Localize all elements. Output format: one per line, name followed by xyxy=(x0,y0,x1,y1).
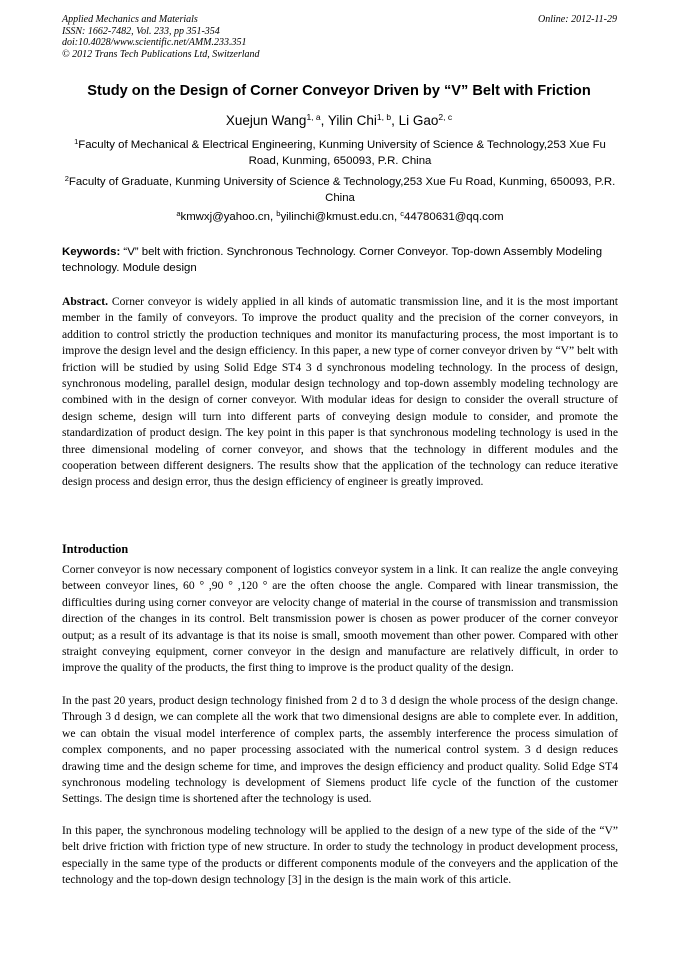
copyright-line: © 2012 Trans Tech Publications Ltd, Switzerland xyxy=(62,48,260,60)
email-separator: , xyxy=(269,211,277,223)
email-address[interactable]: yilinchi@kmust.edu.cn xyxy=(280,211,394,223)
keywords-section xyxy=(62,244,618,276)
email-line xyxy=(62,209,618,225)
author-separator: , xyxy=(320,113,328,128)
affiliation-superscript: 1 xyxy=(74,137,79,146)
abstract-paragraph xyxy=(62,294,618,491)
email-address[interactable]: kmwxj@yahoo.cn xyxy=(180,211,270,223)
author-superscript: 1, a xyxy=(306,112,321,122)
email-address[interactable]: 44780631@qq.com xyxy=(404,211,504,223)
online-date: Online: 2012-11-29 xyxy=(538,14,617,25)
introduction-heading: Introduction xyxy=(62,542,129,556)
author-superscript: 2, c xyxy=(438,112,453,122)
author-separator: , xyxy=(391,113,399,128)
affiliation-superscript: 2 xyxy=(64,174,69,183)
author-list xyxy=(40,112,638,130)
affiliation-2 xyxy=(62,174,618,206)
affiliation-1 xyxy=(62,137,618,169)
keywords-text: “V” belt with friction. Synchronous Technology. Corner Conveyor. Top-down Assembly Modeling technology. Module design xyxy=(62,246,603,274)
doi-line: doi:10.4028/www.scientific.net/AMM.233.351 xyxy=(62,37,247,48)
author-name: Li Gao xyxy=(398,113,439,128)
author-name: Xuejun Wang xyxy=(225,113,307,128)
journal-header xyxy=(62,14,617,60)
paper-title: Study on the Design of Corner Conveyor Driven by “V” Belt with Friction xyxy=(87,83,591,99)
email-superscript: a xyxy=(176,209,181,218)
introduction-paragraph-3: In this paper, the synchronous modeling technology will be applied to the design of a new type of the side of the “V” belt drive friction with friction type of new structure. In order to study the technology in product development process, especially in the same type of the products or different components module of the conveyers and the application of the technology and the top-down design technology [3] in the design is the main work of this article. xyxy=(62,824,618,887)
email-superscript: c xyxy=(400,209,405,218)
email-superscript: b xyxy=(276,209,281,218)
abstract-label: Abstract. xyxy=(62,295,109,308)
email-separator: , xyxy=(393,211,401,223)
introduction-paragraph-1: Corner conveyor is now necessary component of logistics conveyor system in a link. It can realize the angle conveying between conveyor lines, 60 ° ,90 ° ,120 ° are the often choose the angle. Compared with linear transmission, the difficulties during using corner conveyor are velocity change of material in the course of transmission and transmission direction of the changes in its control. Belt transmission power is chosen as power producer of the corner conveyor output; as a result of its advantage is that its noise is small, smooth movement than other power. Compared with other straight conveying equipment, corner conveyor in the design and manufacture are relatively difficult, in order to improve the quality of the products, the first thing to improve is the product quality of the design. xyxy=(62,563,618,675)
author-name: Yilin Chi xyxy=(327,113,377,128)
affiliation-text: Faculty of Mechanical & Electrical Engineering, Kunming University of Science & Technology,253 Xue Fu Road, Kunming, 650093, P.R. China xyxy=(78,139,606,167)
author-superscript: 1, b xyxy=(376,112,392,122)
abstract-text: Corner conveyor is widely applied in all kinds of automatic transmission line, and it is the most important member in the family of conveyors. To improve the product quality and the precision of the corner conveyors, in addition to control strictly the production techniques and monitor its manufacturing process, the most important is to improve the design level and the design efficiency. In this paper, a new type of corner conveyor driven by “V” belt with friction will be studied by using Solid Edge ST4 3 d synchronous modeling technology. In the process of design, synchronous modeling, parallel design, modular design technology and top-down assembly modeling technology are combined with in the design of corner conveyor. With modular ideas for design to consider the overall structure of design scheme, design will turn into different parts of conveying design module to consider, and promote the standardization of product design. The key point in this paper is that synchronous modeling technology is used in the three dimensional modeling of corner conveyor, and shows that the technology in different modules and the cooperation between different designers. The results show that the application of the technology can reduce iterative design process and design error, thus the design efficiency of engineer is greatly improved. xyxy=(62,295,618,489)
issn-line: ISSN: 1662-7482, Vol. 233, pp 351-354 xyxy=(62,25,220,37)
introduction-paragraph-2: In the past 20 years, product design technology finished from 2 d to 3 d design the whole process of the design change. Through 3 d design, we can complete all the work that two dimensional designs are able to complete ever. In addition, we can obtain the visual model interference of complex parts, the assembly interference the process simulation of complex components, and no paper processing associated with the numerical control system. 3 d design reduces drawing time and the design scheme for time, and improves the design efficiency and product quality. Solid Edge ST4 synchronous modeling technology is development of Siemens product life cycle of the function of the customer Settings. The design time is shortened after the technology is used. xyxy=(62,694,618,806)
affiliation-text: Faculty of Graduate, Kunming University of Science & Technology,253 Xue Fu Road, Kunming, 650093, P.R. China xyxy=(68,176,616,204)
journal-name: Applied Mechanics and Materials xyxy=(62,14,198,25)
keywords-label: Keywords: xyxy=(62,246,121,258)
